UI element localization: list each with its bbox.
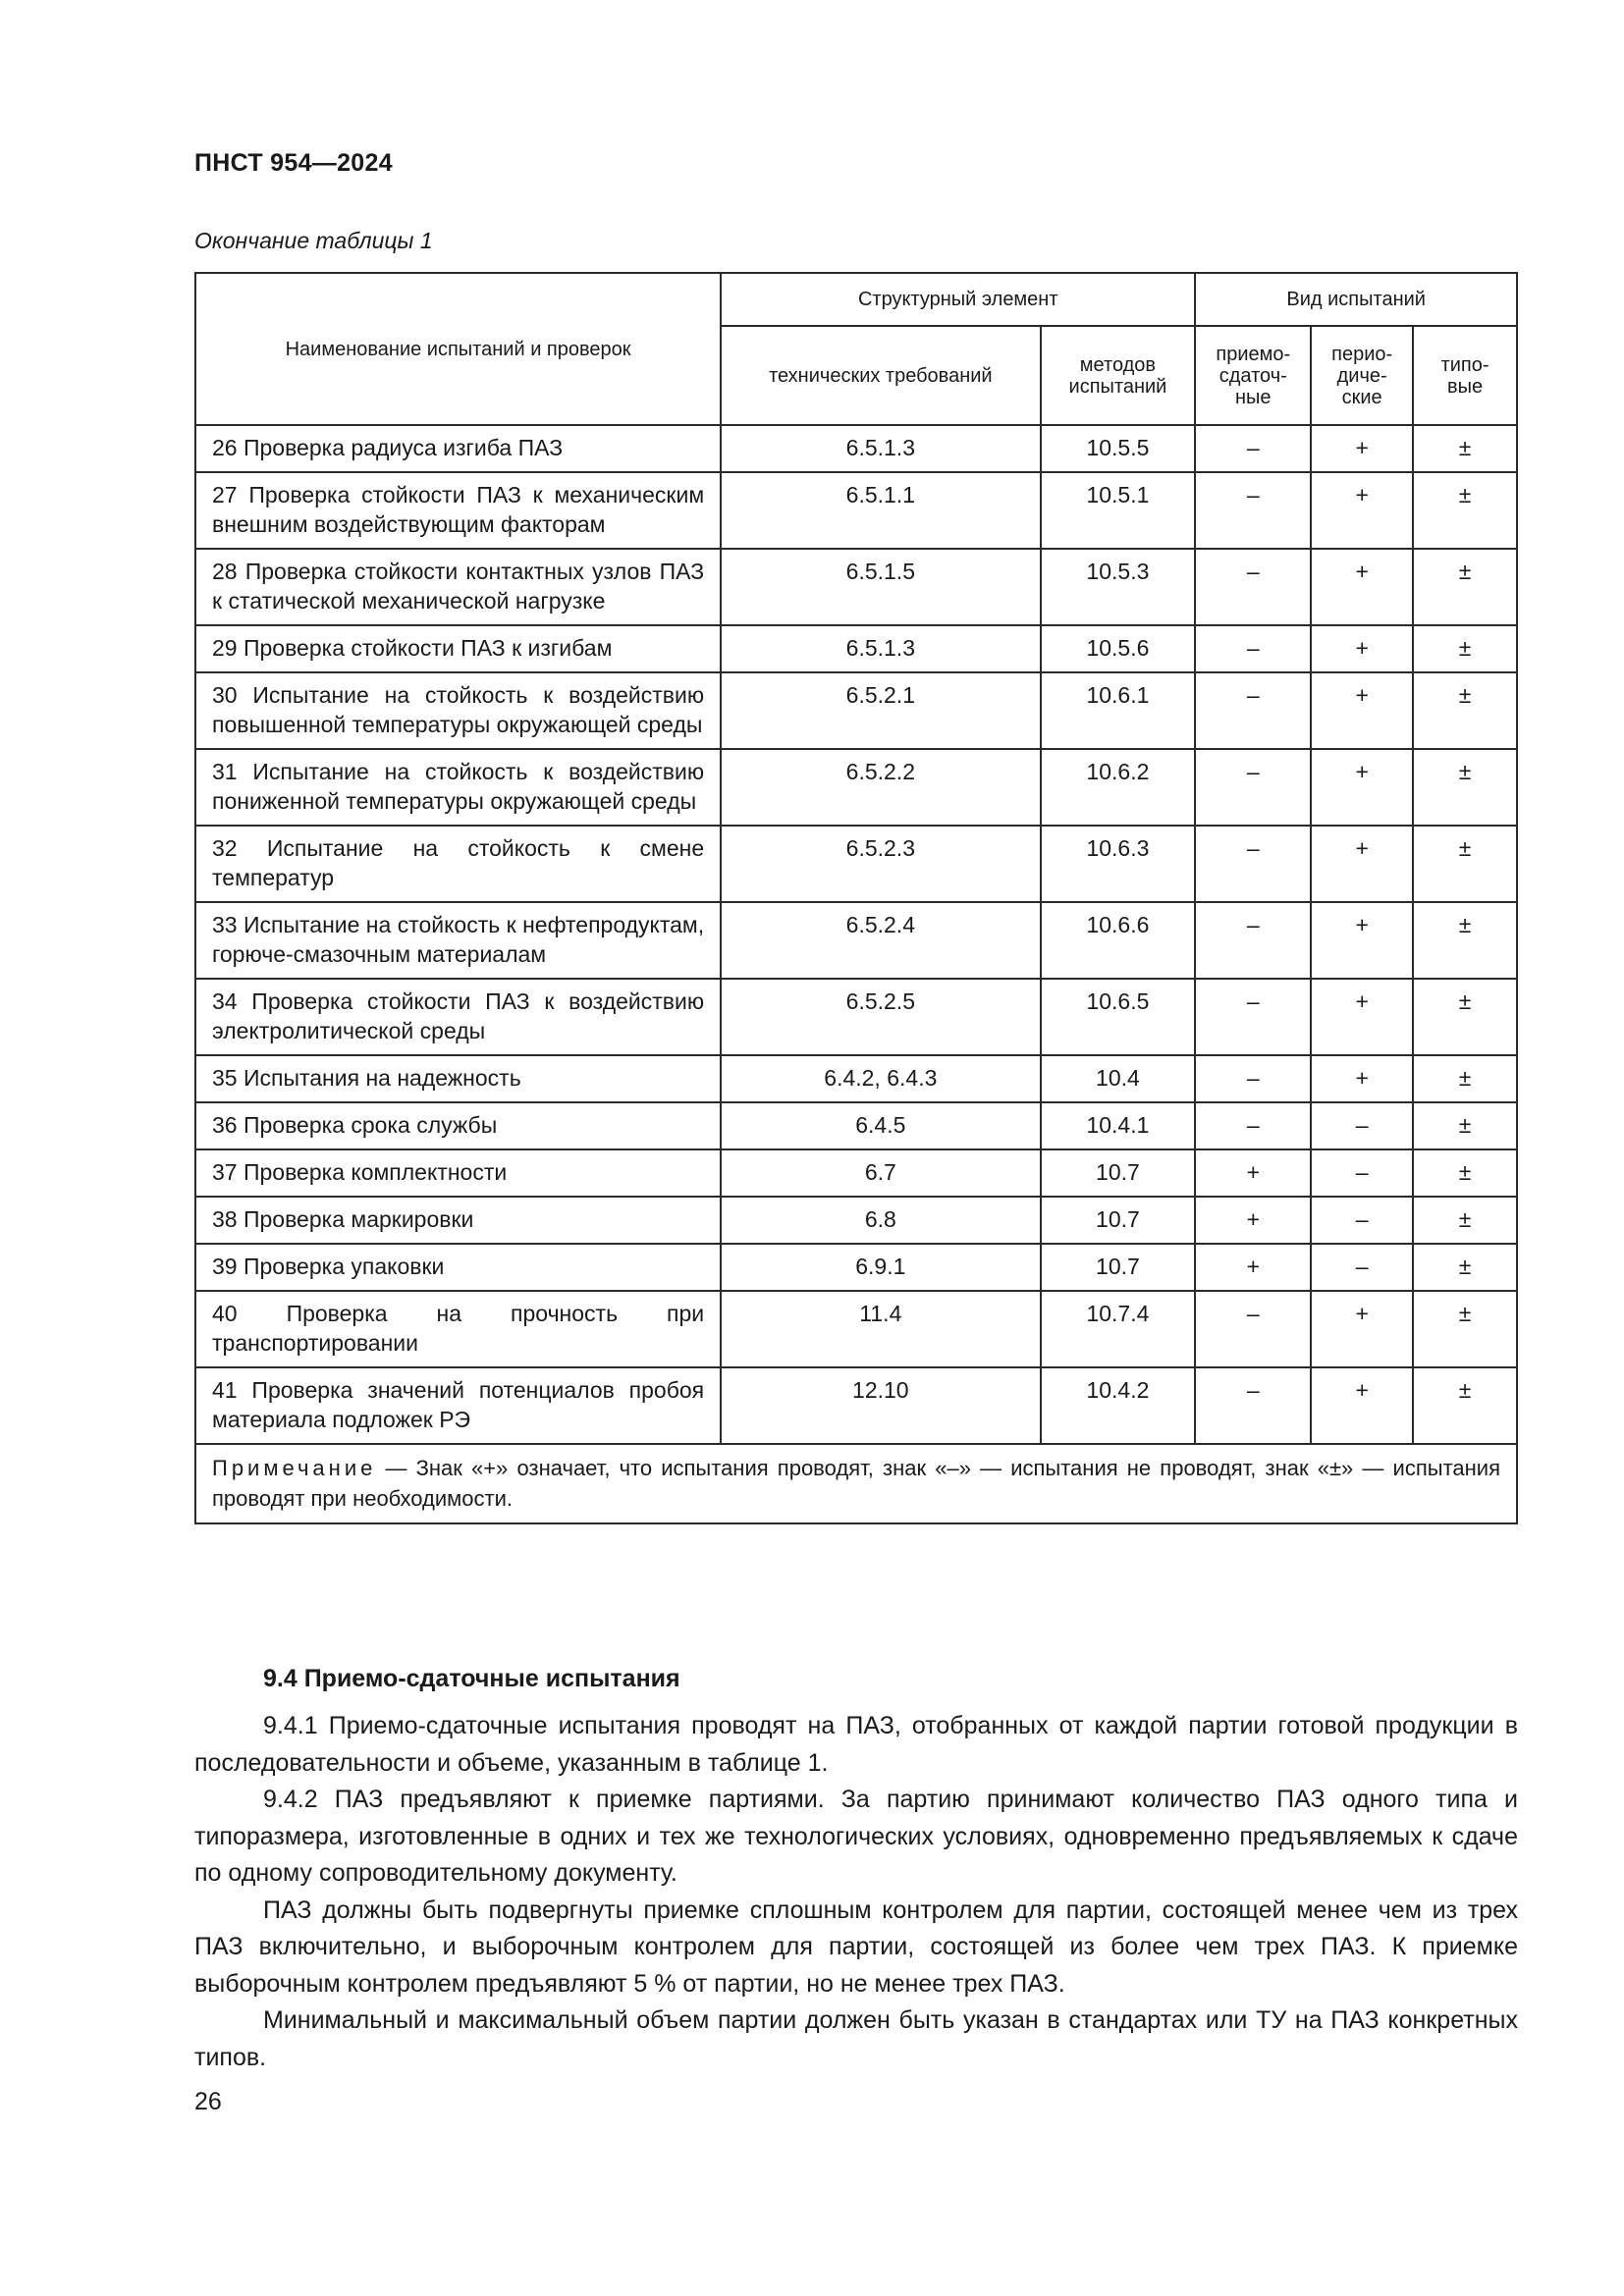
periodic-mark-cell: + xyxy=(1311,902,1413,979)
test-name-cell: 33 Испытание на стойкость к нефтепродуктам, горюче-смазочным материалам xyxy=(195,902,721,979)
header-test-type: Вид испытаний xyxy=(1195,273,1517,326)
paragraph: 9.4.2 ПАЗ предъявляют к приемке партиями. За партию принимают количество ПАЗ одного типа и типоразмера, изготовленные в одних и тех же технологических условиях, одновременно предъявляемых к сдаче по одному сопроводительному документу. xyxy=(194,1786,1518,1887)
table-row xyxy=(195,1149,1517,1197)
test-method-cell: 10.7 xyxy=(1041,1197,1196,1244)
note-text: — Знак «+» означает, что испытания проводят, знак «–» — испытания не проводят, знак «±» — испытания проводят при необходимости. xyxy=(212,1456,1500,1511)
type-test-mark-cell: ± xyxy=(1413,549,1517,625)
table-row xyxy=(195,749,1517,826)
type-test-mark-cell: ± xyxy=(1413,1102,1517,1149)
test-method-cell: 10.7 xyxy=(1041,1149,1196,1197)
table-row xyxy=(195,1244,1517,1291)
table-row xyxy=(195,902,1517,979)
tech-requirement-cell: 6.5.2.4 xyxy=(721,902,1040,979)
test-method-cell: 10.5.3 xyxy=(1041,549,1196,625)
table-row xyxy=(195,625,1517,672)
test-name-cell: 31 Испытание на стойкость к воздействию пониженной температуры окружающей среды xyxy=(195,749,721,826)
tech-requirement-cell: 6.5.2.3 xyxy=(721,826,1040,902)
periodic-mark-cell: + xyxy=(1311,749,1413,826)
acceptance-mark-cell: + xyxy=(1195,1149,1311,1197)
test-method-cell: 10.4.1 xyxy=(1041,1102,1196,1149)
acceptance-mark-cell: – xyxy=(1195,1367,1311,1444)
periodic-mark-cell: + xyxy=(1311,549,1413,625)
periodic-mark-cell: + xyxy=(1311,425,1413,472)
table-row xyxy=(195,549,1517,625)
header-tech-requirements: технических требований xyxy=(721,326,1040,425)
test-method-cell: 10.7 xyxy=(1041,1244,1196,1291)
acceptance-mark-cell: – xyxy=(1195,1055,1311,1102)
table-row xyxy=(195,425,1517,472)
tech-requirement-cell: 6.4.5 xyxy=(721,1102,1040,1149)
acceptance-mark-cell: – xyxy=(1195,1102,1311,1149)
test-method-cell: 10.5.5 xyxy=(1041,425,1196,472)
test-name-cell: 39 Проверка упаковки xyxy=(195,1244,721,1291)
table-caption: Окончание таблицы 1 xyxy=(194,228,433,253)
type-test-mark-cell: ± xyxy=(1413,979,1517,1055)
periodic-mark-cell: – xyxy=(1311,1244,1413,1291)
test-method-cell: 10.6.3 xyxy=(1041,826,1196,902)
header-test-name: Наименование испытаний и проверок xyxy=(195,273,721,425)
test-name-cell: 41 Проверка значений потенциалов пробоя материала подложек РЭ xyxy=(195,1367,721,1444)
test-name-cell: 40 Проверка на прочность при транспортировании xyxy=(195,1291,721,1367)
table-row xyxy=(195,1102,1517,1149)
periodic-mark-cell: + xyxy=(1311,979,1413,1055)
type-test-mark-cell: ± xyxy=(1413,749,1517,826)
test-name-cell: 34 Проверка стойкости ПАЗ к воздействию электролитической среды xyxy=(195,979,721,1055)
periodic-mark-cell: + xyxy=(1311,672,1413,749)
acceptance-mark-cell: – xyxy=(1195,549,1311,625)
type-test-mark-cell: ± xyxy=(1413,672,1517,749)
table-body xyxy=(195,425,1517,1444)
tech-requirement-cell: 6.9.1 xyxy=(721,1244,1040,1291)
tech-requirement-cell: 12.10 xyxy=(721,1367,1040,1444)
type-test-mark-cell: ± xyxy=(1413,1367,1517,1444)
tech-requirement-cell: 6.4.2, 6.4.3 xyxy=(721,1055,1040,1102)
test-method-cell: 10.6.2 xyxy=(1041,749,1196,826)
acceptance-mark-cell: – xyxy=(1195,625,1311,672)
test-method-cell: 10.6.6 xyxy=(1041,902,1196,979)
test-name-cell: 28 Проверка стойкости контактных узлов ПАЗ к статической механической нагрузке xyxy=(195,549,721,625)
paragraph: ПАЗ должны быть подвергнуты приемке сплошным контролем для партии, состоящей менее чем из трех ПАЗ включительно, и выборочным контролем для партии, состоящей из более чем трех ПАЗ. К приемке выборочным контролем предъявляют 5 % от партии, но не менее трех ПАЗ. xyxy=(194,1896,1518,1998)
table-row xyxy=(195,1367,1517,1444)
acceptance-mark-cell: – xyxy=(1195,826,1311,902)
acceptance-mark-cell: – xyxy=(1195,902,1311,979)
type-test-mark-cell: ± xyxy=(1413,902,1517,979)
type-test-mark-cell: ± xyxy=(1413,1055,1517,1102)
table-row xyxy=(195,472,1517,549)
section-body xyxy=(194,1708,1518,2076)
tech-requirement-cell: 11.4 xyxy=(721,1291,1040,1367)
test-method-cell: 10.7.4 xyxy=(1041,1291,1196,1367)
periodic-mark-cell: + xyxy=(1311,472,1413,549)
test-method-cell: 10.5.1 xyxy=(1041,472,1196,549)
test-name-cell: 35 Испытания на надежность xyxy=(195,1055,721,1102)
table-note xyxy=(195,1444,1517,1523)
periodic-mark-cell: + xyxy=(1311,1367,1413,1444)
acceptance-mark-cell: – xyxy=(1195,425,1311,472)
test-method-cell: 10.6.5 xyxy=(1041,979,1196,1055)
type-test-mark-cell: ± xyxy=(1413,826,1517,902)
periodic-mark-cell: – xyxy=(1311,1102,1413,1149)
test-method-cell: 10.5.6 xyxy=(1041,625,1196,672)
type-test-mark-cell: ± xyxy=(1413,625,1517,672)
type-test-mark-cell: ± xyxy=(1413,425,1517,472)
test-name-cell: 38 Проверка маркировки xyxy=(195,1197,721,1244)
type-test-mark-cell: ± xyxy=(1413,1197,1517,1244)
test-name-cell: 29 Проверка стойкости ПАЗ к изгибам xyxy=(195,625,721,672)
note-label: Примечание xyxy=(212,1456,377,1480)
page-number: 26 xyxy=(194,2088,222,2115)
periodic-mark-cell: + xyxy=(1311,625,1413,672)
header-periodic: перио- диче- ские xyxy=(1311,326,1413,425)
test-method-cell: 10.4 xyxy=(1041,1055,1196,1102)
tests-table xyxy=(194,272,1518,1524)
header-acceptance: приемо- сдаточ- ные xyxy=(1195,326,1311,425)
test-name-cell: 32 Испытание на стойкость к смене температур xyxy=(195,826,721,902)
type-test-mark-cell: ± xyxy=(1413,472,1517,549)
acceptance-mark-cell: – xyxy=(1195,749,1311,826)
table-row xyxy=(195,1197,1517,1244)
header-test-methods: методов испытаний xyxy=(1041,326,1196,425)
test-name-cell: 36 Проверка срока службы xyxy=(195,1102,721,1149)
periodic-mark-cell: + xyxy=(1311,1291,1413,1367)
periodic-mark-cell: – xyxy=(1311,1149,1413,1197)
paragraph: 9.4.1 Приемо-сдаточные испытания проводят на ПАЗ, отобранных от каждой партии готовой продукции в последовательности и объеме, указанным в таблице 1. xyxy=(194,1712,1518,1777)
tech-requirement-cell: 6.5.2.1 xyxy=(721,672,1040,749)
tech-requirement-cell: 6.8 xyxy=(721,1197,1040,1244)
section-title: 9.4 Приемо-сдаточные испытания xyxy=(263,1665,680,1692)
type-test-mark-cell: ± xyxy=(1413,1244,1517,1291)
tech-requirement-cell: 6.5.1.3 xyxy=(721,425,1040,472)
test-name-cell: 37 Проверка комплектности xyxy=(195,1149,721,1197)
tech-requirement-cell: 6.5.1.3 xyxy=(721,625,1040,672)
tech-requirement-cell: 6.5.2.5 xyxy=(721,979,1040,1055)
table-row xyxy=(195,826,1517,902)
test-method-cell: 10.6.1 xyxy=(1041,672,1196,749)
acceptance-mark-cell: – xyxy=(1195,672,1311,749)
header-structural-element: Структурный элемент xyxy=(721,273,1195,326)
type-test-mark-cell: ± xyxy=(1413,1149,1517,1197)
test-name-cell: 27 Проверка стойкости ПАЗ к механическим внешним воздействующим факторам xyxy=(195,472,721,549)
tech-requirement-cell: 6.5.2.2 xyxy=(721,749,1040,826)
document-code: ПНСТ 954—2024 xyxy=(194,149,393,177)
periodic-mark-cell: + xyxy=(1311,826,1413,902)
periodic-mark-cell: – xyxy=(1311,1197,1413,1244)
acceptance-mark-cell: – xyxy=(1195,472,1311,549)
tech-requirement-cell: 6.5.1.5 xyxy=(721,549,1040,625)
table-row xyxy=(195,1291,1517,1367)
acceptance-mark-cell: – xyxy=(1195,979,1311,1055)
table-row xyxy=(195,1055,1517,1102)
acceptance-mark-cell: + xyxy=(1195,1244,1311,1291)
type-test-mark-cell: ± xyxy=(1413,1291,1517,1367)
table-row xyxy=(195,672,1517,749)
paragraph: Минимальный и максимальный объем партии должен быть указан в стандартах или ТУ на ПАЗ конкретных типов. xyxy=(194,2006,1518,2071)
tech-requirement-cell: 6.7 xyxy=(721,1149,1040,1197)
test-name-cell: 26 Проверка радиуса изгиба ПАЗ xyxy=(195,425,721,472)
header-type-tests: типо- вые xyxy=(1413,326,1517,425)
periodic-mark-cell: + xyxy=(1311,1055,1413,1102)
table-row xyxy=(195,979,1517,1055)
test-method-cell: 10.4.2 xyxy=(1041,1367,1196,1444)
acceptance-mark-cell: + xyxy=(1195,1197,1311,1244)
test-name-cell: 30 Испытание на стойкость к воздействию повышенной температуры окружающей среды xyxy=(195,672,721,749)
acceptance-mark-cell: – xyxy=(1195,1291,1311,1367)
tech-requirement-cell: 6.5.1.1 xyxy=(721,472,1040,549)
